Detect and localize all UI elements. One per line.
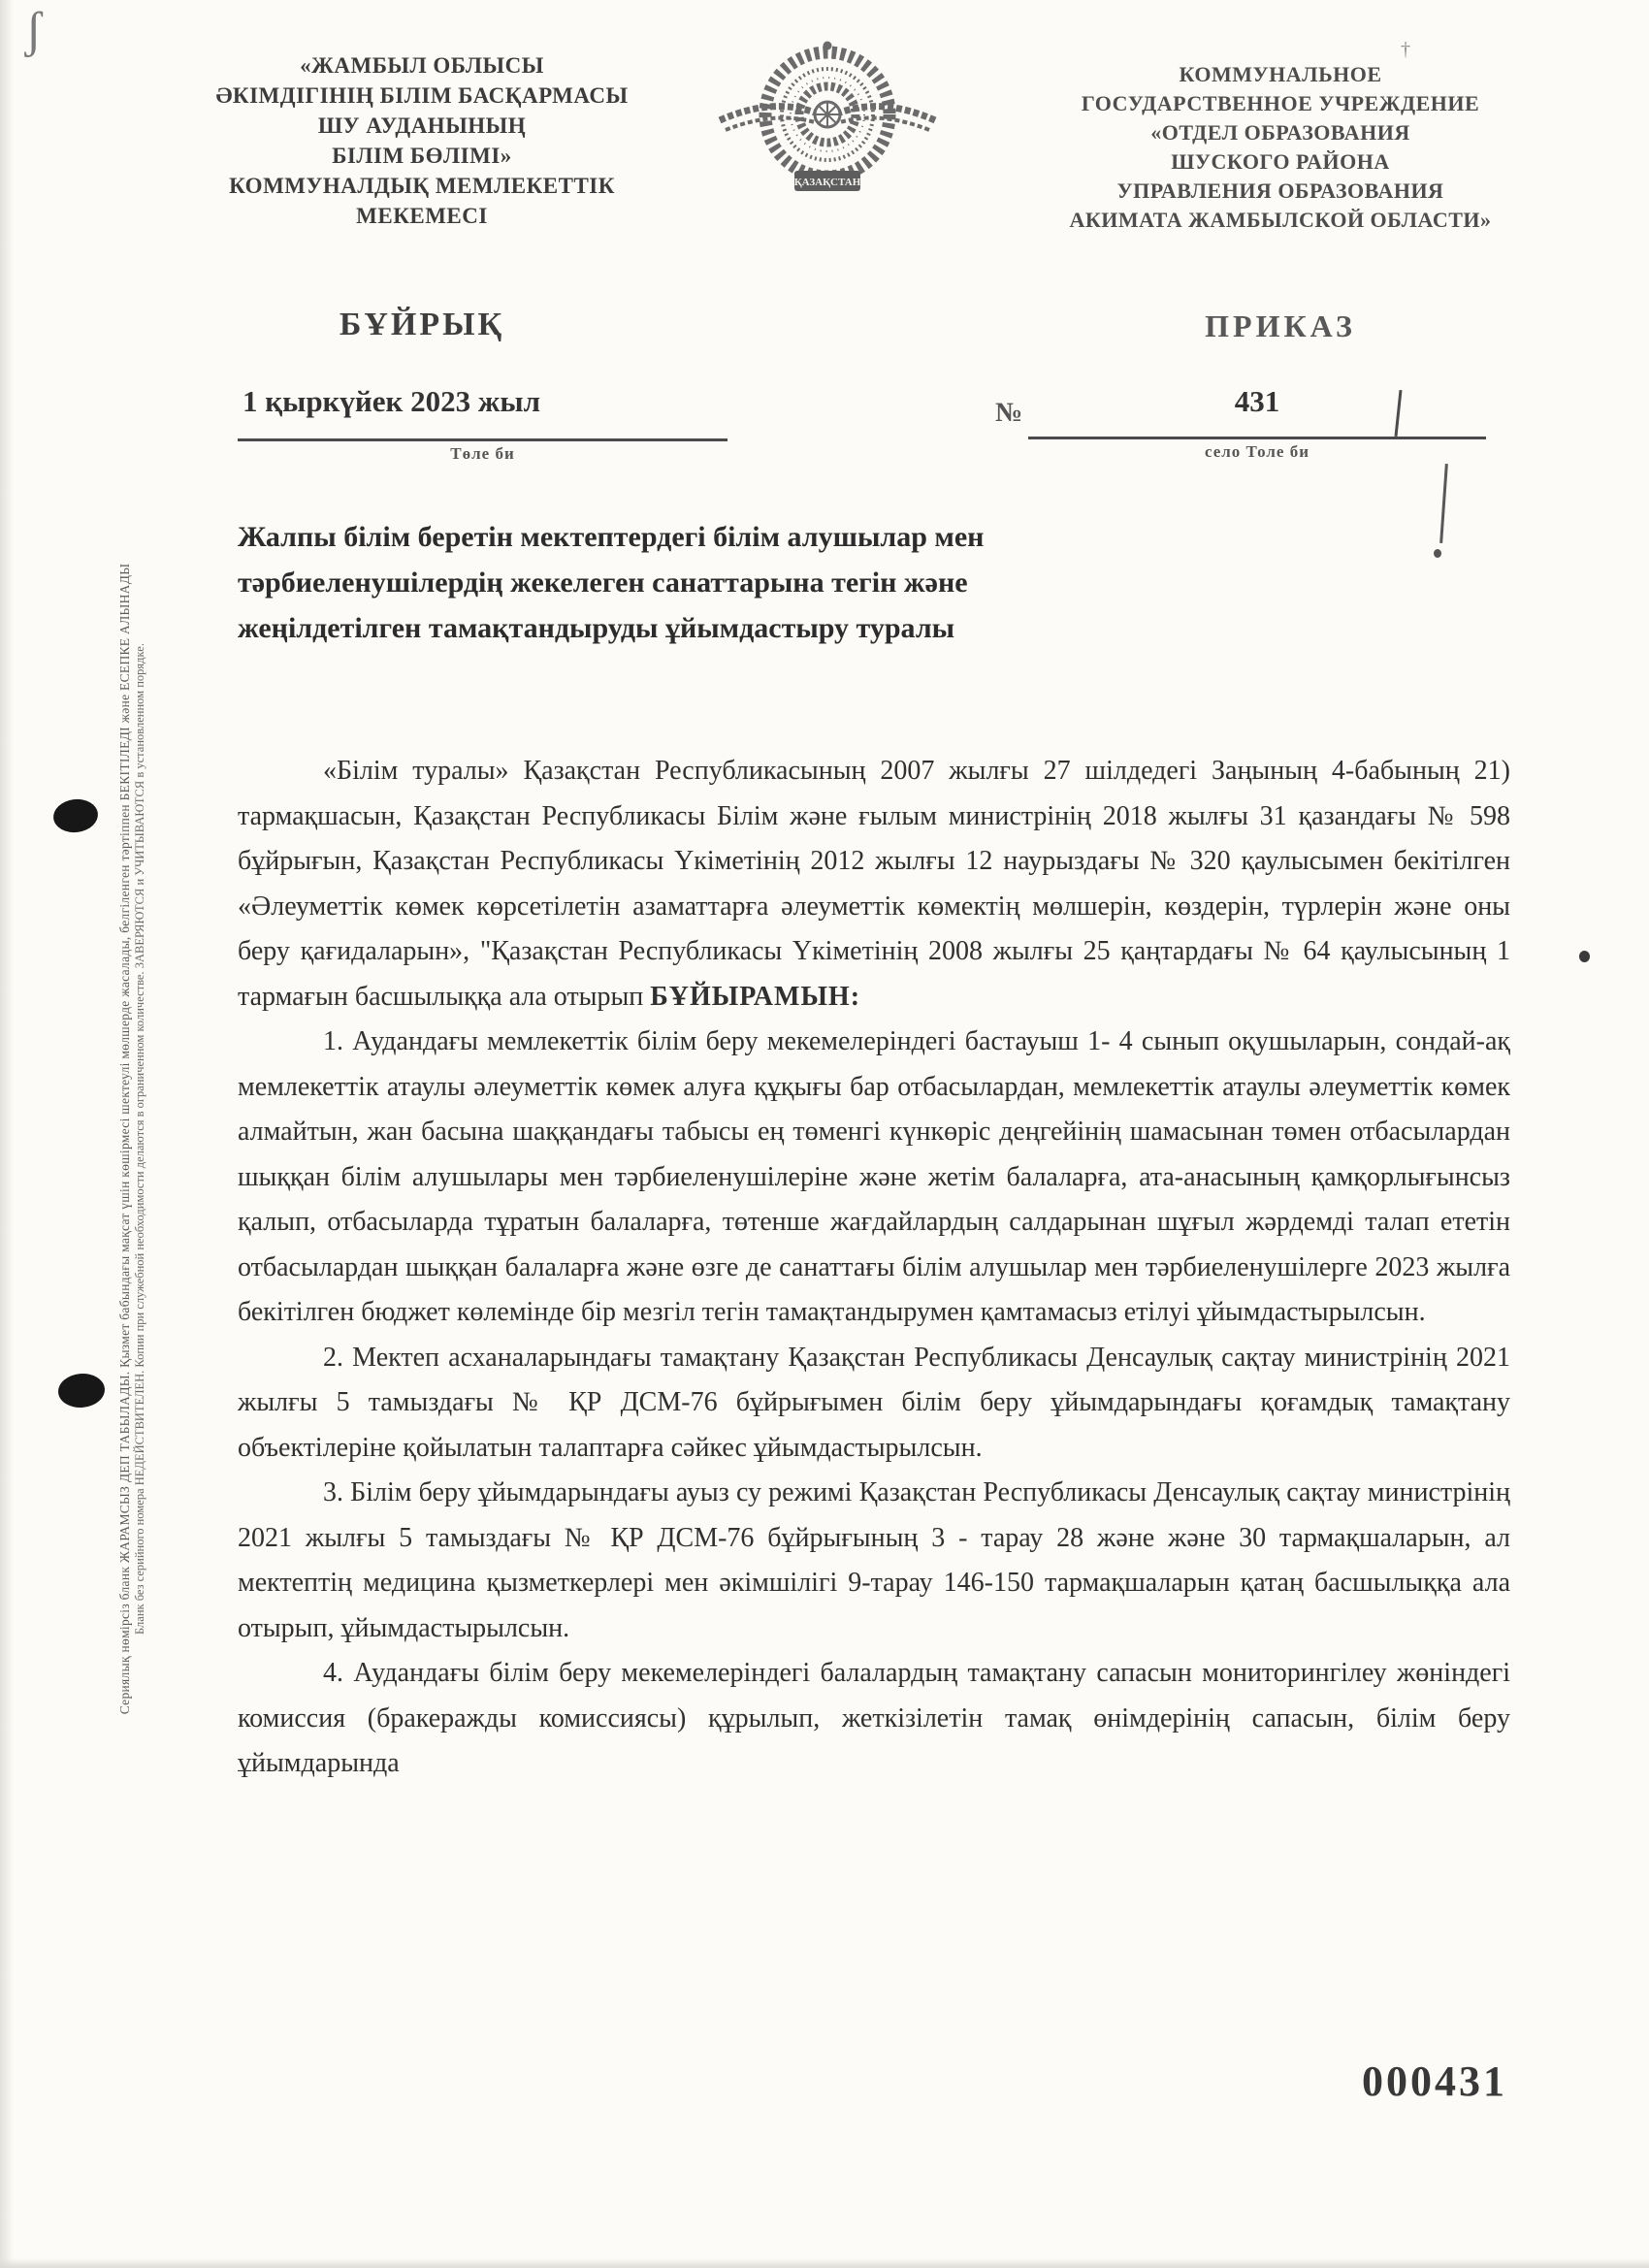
issuer-kk-line: ӘКІМДІГІНІҢ БІЛІМ БАСҚАРМАСЫ <box>215 83 629 108</box>
emblem-banner-text: ҚАЗАҚСТАН <box>793 177 861 188</box>
issuer-ru-line: АКИМАТА ЖАМБЫЛСКОЙ ОБЛАСТИ» <box>1069 208 1492 232</box>
hole-punch-mark <box>57 1372 107 1409</box>
issuer-kk-line: ШУ АУДАНЫНЫҢ <box>317 113 527 138</box>
order-item-1: 1. Аудандағы мемлекеттік білім беру мекемелеріндегі бастауыш 1- 4 сынып оқушыларын, сондай-ақ мемлекеттік атаулы әлеуметтік көмек алуға құқығы бар отбасылардан, мемлекеттік атаулы әлеуметтік көмек алмайтын, жан басына шаққандағы табысы ең төменгі күнкөріс деңгейінің шамасынан төмен отбасылардан шыққан білім алушылары мен тәрбиеленушілеріне және жетім балаларға, ата-анасының қамқорлығынсыз қалып, отбасыларда тұратын балаларға, төтенше жағдайлардың салдарынан шұғыл жәрдемді талап ететін отбасылардан шыққан балаларға және өзге де санаттағы білім алушылар мен тәрбиеленушілерге 2023 жылға бекітілген бюджет көлемінде бір мезгіл тегін тамақтандырумен қамтамасыз етілуі ұйымдастырылсын. <box>238 1026 1510 1327</box>
number-underline <box>1028 437 1486 439</box>
issuer-name-kk <box>175 50 669 231</box>
pen-stroke-mark <box>1439 464 1448 543</box>
number-sign: № <box>995 398 1023 428</box>
issuer-ru-line: ГОСУДАРСТВЕННОЕ УЧРЕЖДЕНИЕ <box>1081 91 1480 115</box>
order-heading-kk: БҰЙРЫҚ <box>339 307 505 342</box>
order-heading-ru: ПРИКАЗ <box>1205 308 1356 343</box>
order-number: 431 <box>1234 384 1280 418</box>
ink-speck <box>1579 951 1590 962</box>
issuer-kk-line: МЕКЕМЕСІ <box>356 204 488 228</box>
preamble-text: «Білім туралы» Қазақстан Республикасының 2007 жылғы 27 шілдедегі Заңының 4-бабының 21) тармақшасын, Қазақстан Республикасы Білім және ғылым министрінің 2018 жылғы 31 қазандағы № 598 бұйрығын, Қазақстан Республикасы Үкіметінің 2012 жылғы 12 наурыздағы № 320 қаулысымен бекітілген «Әлеуметтік көмек көрсетілетін азаматтарға әлеуметтік көмектің мөлшерін, көздерін, түрлерін және оны беру қағидаларын», "Қазақстан Республикасы Үкіметінің 2008 жылғы 25 қаңтардағы № 64 қаулысының 1 тармағын басшылыққа ала отырып <box>238 756 1510 1012</box>
decree-word: БҰЙЫРАМЫН: <box>650 981 861 1012</box>
pen-cross-mark: † <box>1401 39 1410 60</box>
issuer-name-ru <box>975 60 1586 235</box>
margin-note-ru: Бланк без серийного номера НЕДЕЙСТВИТЕЛЕН. Копии при служебной необходимости делаются в ограниченном количестве. ЗАВЕРЯЮТСЯ и УЧИТЫВАЮТСЯ в установленном порядке. <box>133 643 146 1635</box>
scan-edge-shade <box>0 0 14 2268</box>
ink-speck <box>1434 549 1441 558</box>
order-item-3: 3. Білім беру ұйымдарындағы ауыз су режимі Қазақстан Республикасы Денсаулық сақтау министрінің 2021 жылғы 5 тамыздағы № ҚР ДСМ-76 бұйрығының 3 - тарау 28 және және 30 тармақшаларын, ал мектептің медицина қызметкерлері мен әкімшілігі 9-тарау 146-150 тармақшаларын қатаң басшылыққа ала отырып, ұйымдастырылсын. <box>238 1477 1510 1643</box>
title-line: Жалпы білім беретін мектептердегі білім алушылар мен <box>238 521 985 553</box>
margin-note-kk: Сериялық нөмірсіз бланк ЖАРАМСЫЗ ДЕП ТАБЫЛАДЫ. Қызмет бабындағы мақсат үшін көшірмесі шектеулі мөлшерде жасалады, белгіленген тәртіппен БЕКІТІЛЕДІ және ЕСЕПКЕ АЛЫНАДЫ <box>117 563 132 1715</box>
issuer-kk-line: КОММУНАЛДЫҚ МЕМЛЕКЕТТІК <box>229 174 615 198</box>
order-item-2: 2. Мектеп асханаларындағы тамақтану Қазақстан Республикасы Денсаулық сақтау министрінің 2021 жылғы 5 тамыздағы № ҚР ДСМ-76 бұйрығымен білім беру ұйымдарындағы қоғамдық тамақтану объектілеріне қойылатын талаптарға сәйкес ұйымдастырылсын. <box>238 1342 1510 1463</box>
issuer-ru-line: КОММУНАЛЬНОЕ <box>1179 62 1382 86</box>
corner-scan-mark: ʃ <box>25 3 43 58</box>
order-item-4: 4. Аудандағы білім беру мекемелеріндегі балалардың тамақтану сапасын мониторингілеу жөніндегі комиссия (бракеражды комиссиясы) құрылып, жеткізілетін тамақ өнімдерінің сапасын, білім беру ұйымдарында <box>238 1658 1510 1778</box>
issuer-ru-line: «ОТДЕЛ ОБРАЗОВАНИЯ <box>1150 120 1410 145</box>
kazakhstan-emblem <box>706 37 949 200</box>
scan-edge-shade <box>0 2258 1649 2268</box>
issuer-ru-line: ШУСКОГО РАЙОНА <box>1171 149 1390 174</box>
title-line: жеңілдетілген тамақтандыруды ұйымдастыру туралы <box>238 612 955 644</box>
serial-number-stamp: 000431 <box>1362 2057 1507 2105</box>
title-line: тәрбиеленушілердің жекелеген санаттарына тегін және <box>238 567 968 599</box>
place-kk: Төле би <box>450 444 515 463</box>
issuer-kk-line: «ЖАМБЫЛ ОБЛЫСЫ <box>300 53 544 78</box>
order-body <box>238 749 1510 1787</box>
preamble-paragraph <box>238 749 1510 1020</box>
issuer-kk-line: БІЛІМ БӨЛІМІ» <box>332 144 512 168</box>
blank-form-margin-note <box>117 445 160 1832</box>
issuer-ru-line: УПРАВЛЕНИЯ ОБРАЗОВАНИЯ <box>1116 178 1444 203</box>
hole-punch-mark <box>51 796 100 834</box>
place-ru: село Толе би <box>1204 442 1310 461</box>
document-title <box>238 514 1343 651</box>
order-date: 1 қыркүйек 2023 жыл <box>242 384 540 418</box>
date-underline <box>238 438 728 441</box>
